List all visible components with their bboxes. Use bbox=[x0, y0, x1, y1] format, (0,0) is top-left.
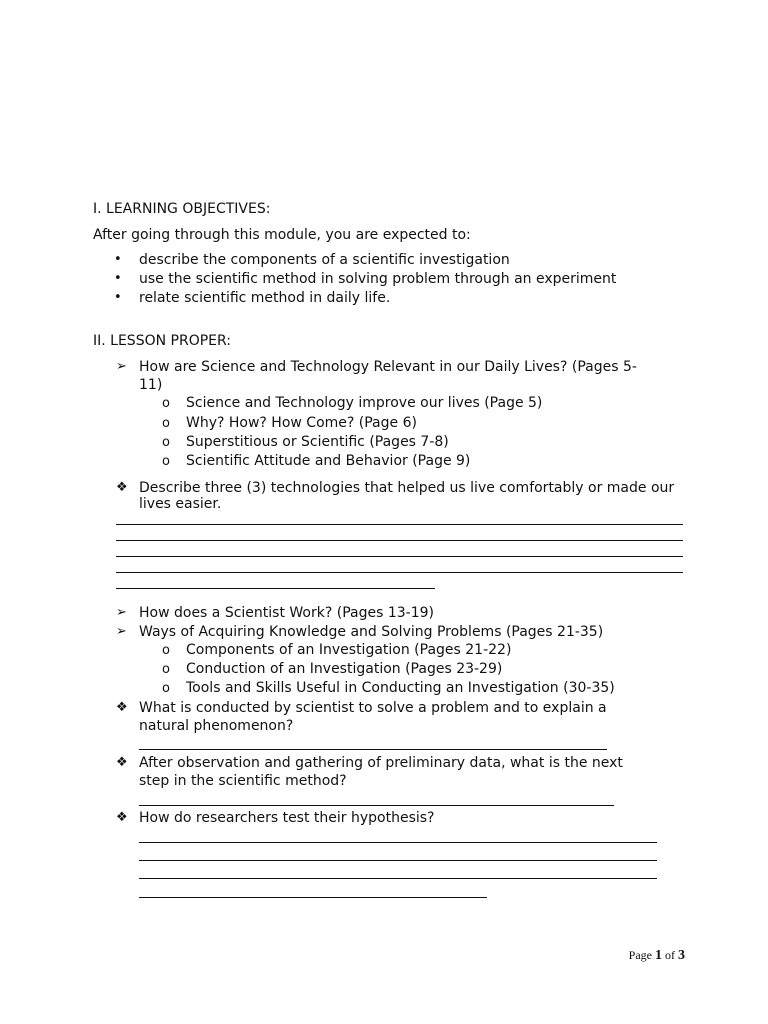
subtopic-item: Why? How? How Come? (Page 6) bbox=[186, 415, 417, 431]
bullet-dot-icon: • bbox=[114, 252, 122, 267]
question-scientist-conducts-line2: natural phenomenon? bbox=[139, 718, 294, 734]
question-technologies-line1: Describe three (3) technologies that helped us live comfortably or made our bbox=[139, 480, 675, 496]
question-technologies-line2: lives easier. bbox=[139, 496, 222, 512]
topic-acquiring-knowledge: Ways of Acquiring Knowledge and Solving Problems (Pages 21-35) bbox=[139, 624, 604, 640]
answer-line[interactable] bbox=[139, 897, 487, 898]
diamond-bullet-icon: ❖ bbox=[116, 810, 128, 825]
of-word: of bbox=[665, 948, 675, 962]
subtopic-item: Superstitious or Scientific (Pages 7-8) bbox=[186, 434, 449, 450]
circle-bullet-icon: o bbox=[162, 396, 170, 411]
section-heading-learning-objectives: I. LEARNING OBJECTIVES: bbox=[93, 201, 271, 217]
topic-science-technology-line2: 11) bbox=[139, 377, 163, 393]
objective-item: describe the components of a scientific investigation bbox=[139, 252, 510, 268]
subtopic-item: Components of an Investigation (Pages 21-22) bbox=[186, 642, 512, 658]
subtopic-item: Scientific Attitude and Behavior (Page 9) bbox=[186, 453, 471, 469]
circle-bullet-icon: o bbox=[162, 643, 170, 658]
subtopic-item: Tools and Skills Useful in Conducting an Investigation (30-35) bbox=[186, 680, 615, 696]
answer-line[interactable] bbox=[139, 805, 614, 806]
circle-bullet-icon: o bbox=[162, 662, 170, 677]
answer-line[interactable] bbox=[139, 878, 657, 879]
objectives-intro: After going through this module, you are expected to: bbox=[93, 227, 471, 243]
circle-bullet-icon: o bbox=[162, 435, 170, 450]
subtopic-item: Science and Technology improve our lives (Page 5) bbox=[186, 395, 543, 411]
page-number bbox=[629, 948, 685, 964]
answer-line[interactable] bbox=[116, 556, 683, 557]
answer-line[interactable] bbox=[116, 540, 683, 541]
section-heading-lesson-proper: II. LESSON PROPER: bbox=[93, 333, 232, 349]
answer-line[interactable] bbox=[116, 524, 683, 525]
answer-line[interactable] bbox=[139, 842, 657, 843]
answer-line[interactable] bbox=[116, 572, 683, 573]
circle-bullet-icon: o bbox=[162, 681, 170, 696]
diamond-bullet-icon: ❖ bbox=[116, 755, 128, 770]
topic-science-technology-line1: How are Science and Technology Relevant in our Daily Lives? (Pages 5- bbox=[139, 359, 637, 375]
circle-bullet-icon: o bbox=[162, 454, 170, 469]
total-pages: 3 bbox=[678, 948, 685, 963]
circle-bullet-icon: o bbox=[162, 416, 170, 431]
diamond-bullet-icon: ❖ bbox=[116, 480, 128, 495]
subtopic-item: Conduction of an Investigation (Pages 23-29) bbox=[186, 661, 503, 677]
topic-scientist-work: How does a Scientist Work? (Pages 13-19) bbox=[139, 605, 434, 621]
arrow-bullet-icon: ➢ bbox=[116, 624, 127, 639]
bullet-dot-icon: • bbox=[114, 271, 122, 286]
arrow-bullet-icon: ➢ bbox=[116, 605, 127, 620]
bullet-dot-icon: • bbox=[114, 290, 122, 305]
objective-item: relate scientific method in daily life. bbox=[139, 290, 391, 306]
current-page: 1 bbox=[655, 948, 662, 963]
question-next-step-line2: step in the scientific method? bbox=[139, 773, 347, 789]
answer-line[interactable] bbox=[139, 860, 657, 861]
question-next-step-line1: After observation and gathering of preliminary data, what is the next bbox=[139, 755, 623, 771]
page-word: Page bbox=[628, 948, 652, 962]
objective-item: use the scientific method in solving problem through an experiment bbox=[139, 271, 617, 287]
question-test-hypothesis: How do researchers test their hypothesis? bbox=[139, 810, 435, 826]
answer-line[interactable] bbox=[116, 588, 435, 589]
arrow-bullet-icon: ➢ bbox=[116, 359, 127, 374]
question-scientist-conducts-line1: What is conducted by scientist to solve a problem and to explain a bbox=[139, 700, 607, 716]
diamond-bullet-icon: ❖ bbox=[116, 700, 128, 715]
answer-line[interactable] bbox=[139, 749, 607, 750]
